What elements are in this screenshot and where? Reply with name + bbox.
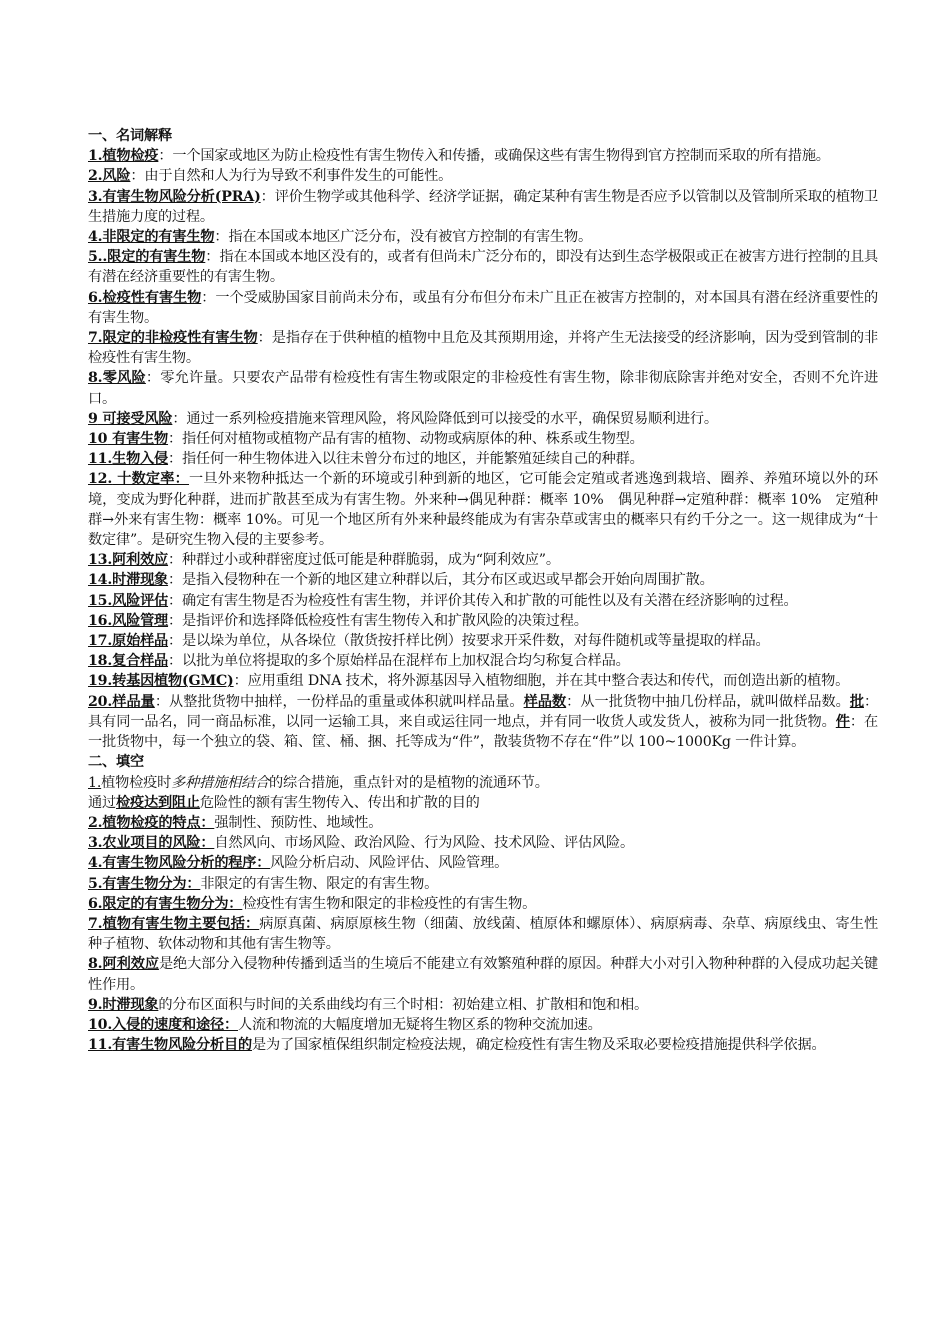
fill-text: 人流和物流的大幅度增加无疑将生物区系的物种交流加速。 xyxy=(237,1016,602,1033)
fill-item xyxy=(88,914,878,954)
item-number: 8. xyxy=(88,370,103,387)
definition-item xyxy=(88,247,878,287)
fill-text: 通过 xyxy=(88,794,116,811)
item-number: 8. xyxy=(88,956,103,973)
definition-text: 应用重组 DNA 技术，将外源基因导入植物细胞，并在其中整合表达和传代，而创造出新的植物。 xyxy=(247,673,850,690)
definition-term: 原始样品 xyxy=(112,633,169,650)
definition-term: 限定的有害生物 xyxy=(107,249,206,266)
item-number: 16. xyxy=(88,612,113,629)
definition-item xyxy=(88,166,878,186)
definition-term: 风险 xyxy=(102,168,131,185)
definition-item xyxy=(88,288,878,328)
fill-list xyxy=(88,813,878,1055)
definition-text: 是指评价和选择降低检疫性有害生物传入和扩散风险的决策过程。 xyxy=(182,612,588,629)
definition-term: 可接受风险 xyxy=(97,410,173,427)
definition-separator: ： xyxy=(145,370,161,387)
definition-separator: ： xyxy=(201,289,216,306)
fill-item xyxy=(88,1035,878,1055)
definition-text: ：在一批货物中，每一个独立的袋、箱、筐、桶、捆、托等成为“件”，散装货物不存在“件”以 100~1000Kg 一件计算。 xyxy=(88,713,878,751)
definition-term: 风险管理 xyxy=(112,612,169,629)
fill-text: 的综合措施，重点针对的是植物的流通环节。 xyxy=(269,774,549,791)
definition-text: 以批为单位将提取的多个原始样品在混样布上加权混合均匀称复合样品。 xyxy=(182,653,630,670)
definition-term: 时滞现象 xyxy=(112,572,169,589)
definition-text: 指任何一种生物体进入以往未曾分布过的地区，并能繁殖延续自己的种群。 xyxy=(182,451,644,468)
fill-item xyxy=(88,773,878,793)
item-number: 7. xyxy=(88,915,103,932)
item-number: 18. xyxy=(88,653,113,670)
definition-text: 指在本国或本地区广泛分布，没有被官方控制的有害生物。 xyxy=(228,229,593,246)
definition-item xyxy=(88,328,878,368)
definition-separator: ： xyxy=(168,451,183,468)
item-number: 2. xyxy=(88,168,103,185)
definition-term: 件 xyxy=(835,713,850,730)
fill-text: 病原真菌、病原原核生物（细菌、放线菌、植原体和螺原体）、病原病毒、杂草、病原线虫、寄生性种子植物、软体动物和其他有害生物等。 xyxy=(88,915,878,953)
definition-term: 植物检疫 xyxy=(102,148,159,165)
definition-text: 种群过小或种群密度过低可能是种群脆弱，成为“阿利效应”。 xyxy=(182,552,560,569)
definition-text: 指任何对植物或植物产品有害的植物、动物或病原体的种、株系或生物型。 xyxy=(182,431,644,448)
fill-emphasis: 多种措施相结合 xyxy=(171,774,270,791)
item-number: 3. xyxy=(88,188,103,205)
definition-item xyxy=(88,651,878,671)
item-number: 19. xyxy=(88,673,113,690)
item-number: 7. xyxy=(88,330,103,347)
item-number: 5. xyxy=(88,875,103,892)
definition-separator: ： xyxy=(260,188,275,205)
fill-term: 农业项目的风险： xyxy=(102,835,215,852)
definition-term: 风险评估 xyxy=(112,592,169,609)
definition-separator: ： xyxy=(205,249,220,266)
fill-text: 风险分析启动、风险评估、风险管理。 xyxy=(270,855,509,872)
item-number: 4. xyxy=(88,229,103,246)
document-page xyxy=(88,126,878,1055)
item-number: 10. xyxy=(88,1016,113,1033)
definition-text: ：从整批货物中抽样，一份样品的重量或体积就叫样品量。 xyxy=(154,693,524,710)
item-number: 9. xyxy=(88,996,103,1013)
definition-item xyxy=(88,469,878,550)
definition-text: 是指存在于供种植的植物中且危及其预期用途，并将产生无法接受的经济影响，因为受到管制的非检疫性有害生物。 xyxy=(88,330,878,367)
fill-item xyxy=(88,1015,878,1035)
definition-separator: ： xyxy=(168,572,183,589)
item-number: 13. xyxy=(88,552,113,569)
definition-text: 评价生物学或其他科学、经济学证据，确定某种有害生物是否应予以管制以及管制所采取的植物卫生措施力度的过程。 xyxy=(88,188,878,225)
item-number: 5.. xyxy=(88,249,108,266)
definition-term: 有害生物 xyxy=(107,431,169,448)
section-title-definitions: 一、名词解释 xyxy=(88,128,172,144)
fill-term: 有害生物分为： xyxy=(102,875,201,892)
definition-item xyxy=(88,449,878,469)
definition-text: 由于自然和人为行为导致不利事件发生的可能性。 xyxy=(144,168,453,185)
definition-separator: ： xyxy=(172,410,187,427)
definition-text: 一个受威胁国家目前尚未分布，或虽有分布但分布未广且正在被害方控制的，对本国具有潜在经济重要性的有害生物。 xyxy=(88,289,878,326)
fill-text: 的分布区面积与时间的关系曲线均有三个时相：初始建立相、扩散相和饱和相。 xyxy=(158,996,648,1013)
definition-item xyxy=(88,611,878,631)
fill-term: 有害生物风险分析的程序： xyxy=(102,855,271,872)
fill-term: 入侵的速度和途径： xyxy=(112,1016,238,1033)
fill-item xyxy=(88,995,878,1015)
definition-text: 一旦外来物种抵达一个新的环境或引种到新的地区，它可能会定殖或者逃逸到栽培、圈养、养殖环境以外的环境，变成为野化种群，进而扩散甚至成为有害生物。外来种→偶见种群：概率 10% 偶见种群→定殖种群：概率 10% 定殖种群→外来有害生物：概率 10%。可见一个地区所有外来种最终能成为有害杂草或害虫的概率只有约千分之一。这一规律成为“十数定律”。是研究生物入侵的主要参考。 xyxy=(88,471,878,549)
definition-term: 有害生物风险分析(PRA) xyxy=(102,188,261,205)
definition-text: 指在本国或本地区没有的，或者有但尚未广泛分布的，即没有达到生态学极限或正在被害方进行控制的且具有潜在经济重要性的有害生物。 xyxy=(88,249,878,286)
definition-term: 复合样品 xyxy=(112,653,169,670)
definition-term: 生物入侵 xyxy=(112,451,169,468)
item-number: 6. xyxy=(88,895,103,912)
fill-term: 限定的有害生物分为： xyxy=(102,895,243,912)
fill-text: 强制性、预防性、地域性。 xyxy=(214,814,383,831)
definition-item xyxy=(88,692,878,753)
fill-text: 非限定的有害生物、限定的有害生物。 xyxy=(200,875,439,892)
definition-item xyxy=(88,550,878,570)
item-number: 10 xyxy=(88,431,108,448)
item-number: 4. xyxy=(88,855,103,872)
definition-separator: ： xyxy=(168,612,183,629)
item-number: 12. xyxy=(88,471,113,488)
item-number: 1. xyxy=(88,148,103,165)
fill-item xyxy=(88,954,878,994)
item-number: 1. xyxy=(88,774,102,791)
definition-separator: ： xyxy=(168,592,183,609)
definition-text: ：从一批货物中抽几份样品，就叫做样品数。 xyxy=(566,693,850,710)
definition-term: 检疫性有害生物 xyxy=(102,289,202,306)
item-number: 15. xyxy=(88,592,113,609)
definition-term: 零风险 xyxy=(102,370,146,387)
definition-item xyxy=(88,429,878,449)
fill-text: 植物检疫时 xyxy=(101,774,172,791)
fill-text: 自然风向、市场风险、政治风险、行为风险、技术风险、评估风险。 xyxy=(214,835,634,852)
fill-term: 时滞现象 xyxy=(102,996,159,1013)
fill-item xyxy=(88,833,878,853)
fill-item xyxy=(88,813,878,833)
definition-text: 零允许量。只要农产品带有检疫性有害生物或限定的非检疫性有害生物，除非彻底除害并绝对安全，否则不允许进口。 xyxy=(88,370,878,407)
definition-separator: ： xyxy=(158,148,173,165)
fill-term: 植物检疫的特点： xyxy=(102,814,215,831)
item-number: 17. xyxy=(88,633,113,650)
definition-text: 通过一系列检疫措施来管理风险，将风险降低到可以接受的水平，确保贸易顺利进行。 xyxy=(186,410,718,427)
definition-term: 非限定的有害生物 xyxy=(102,229,215,246)
definition-separator: ： xyxy=(257,330,272,347)
definition-text: 确定有害生物是否为检疫性有害生物，并评价其传入和扩散的可能性以及有关潜在经济影响的过程。 xyxy=(182,592,798,609)
definition-term: 转基因植物(GMC) xyxy=(112,673,234,690)
definition-item xyxy=(88,227,878,247)
definition-term: 批 xyxy=(849,693,864,710)
fill-term: 有害生物风险分析目的 xyxy=(112,1037,252,1054)
definition-item xyxy=(88,409,878,429)
item-number: 9 xyxy=(88,410,98,427)
item-number: 6. xyxy=(88,289,103,306)
section-title-fill-blank: 二、填空 xyxy=(88,754,144,771)
fill-text: 是绝大部分入侵物种传播到适当的生境后不能建立有效繁殖种群的原因。种群大小对引入物种种群的入侵成功起关键性作用。 xyxy=(88,956,879,993)
item-number: 3. xyxy=(88,835,103,852)
item-number: 2. xyxy=(88,814,103,831)
definition-item xyxy=(88,146,878,166)
fill-term: 阿利效应 xyxy=(102,956,159,973)
definition-separator: ： xyxy=(214,229,229,246)
fill-item xyxy=(88,894,878,914)
definition-separator: ： xyxy=(233,673,248,690)
fill-text: 检疫性有害生物和限定的非检疫性的有害生物。 xyxy=(242,895,537,912)
definition-separator: ： xyxy=(168,431,183,448)
item-number: 20. xyxy=(88,693,113,710)
definition-item xyxy=(88,631,878,651)
fill-item xyxy=(88,793,878,813)
definition-item xyxy=(88,591,878,611)
definition-separator: ： xyxy=(168,653,183,670)
definition-text: 一个国家或地区为防止检疫性有害生物传入和传播，或确保这些有害生物得到官方控制而采取的所有措施。 xyxy=(172,148,830,165)
definition-item xyxy=(88,187,878,227)
definition-term: 十数定率： xyxy=(112,471,190,488)
definition-item xyxy=(88,368,878,408)
definition-text: ：具有同一品名，同一商品标准，以同一运输工具，来自或运往同一地点，并有同一收货人或发货人，被称为同一批货物。 xyxy=(88,693,878,730)
definition-term: 样品量 xyxy=(112,693,155,710)
fill-item xyxy=(88,853,878,873)
definition-item xyxy=(88,671,878,691)
item-number: 11. xyxy=(88,451,113,468)
definition-text: 是指入侵物种在一个新的地区建立种群以后，其分布区或迟或早都会开始向周围扩散。 xyxy=(182,572,714,589)
definitions-list xyxy=(88,146,878,691)
definition-term: 阿利效应 xyxy=(112,552,169,569)
definition-term: 限定的非检疫性有害生物 xyxy=(102,330,258,347)
fill-item xyxy=(88,874,878,894)
fill-term: 植物有害生物主要包括： xyxy=(102,915,260,932)
definition-item xyxy=(88,570,878,590)
item-number: 11. xyxy=(88,1037,113,1054)
fill-text: 是为了国家植保组织制定检疫法规，确定检疫性有害生物及采取必要检疫措施提供科学依据。 xyxy=(251,1037,826,1054)
item-number: 14. xyxy=(88,572,113,589)
fill-text: 危险性的额有害生物传入、传出和扩散的目的 xyxy=(199,794,480,811)
fill-emphasis: 检疫达到阻止 xyxy=(115,794,200,811)
definition-text: 是以垛为单位，从各垛位（散货按扦样比例）按要求开采件数，对每件随机或等量提取的样品。 xyxy=(182,633,770,650)
definition-term: 样品数 xyxy=(523,693,567,710)
definition-separator: ： xyxy=(168,552,183,569)
definition-separator: ： xyxy=(130,168,145,185)
definition-separator: ： xyxy=(168,633,183,650)
